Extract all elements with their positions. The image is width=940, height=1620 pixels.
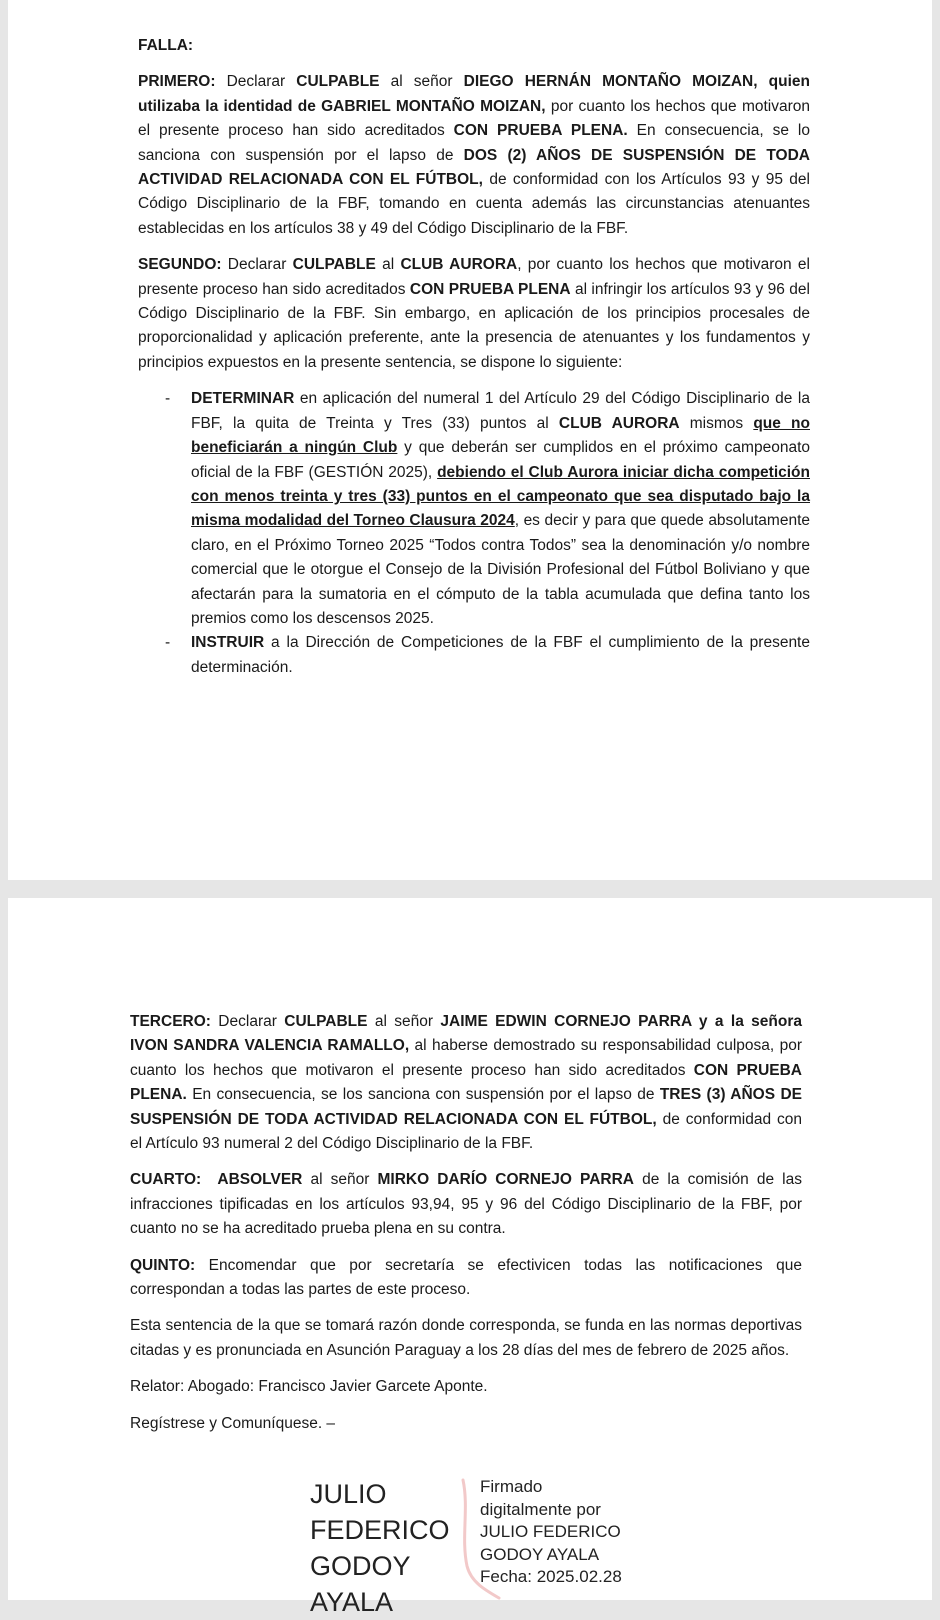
list-item-instruir: - INSTRUIR a la Dirección de Competiciones de la FBF el cumplimiento de la presente determinación.: [165, 634, 810, 676]
page-2-text: [130, 1010, 802, 1448]
signature-name: [310, 1476, 450, 1620]
signature-name-line: AYALA: [310, 1587, 394, 1617]
digital-signature-info: [480, 1476, 622, 1589]
signature-info-line: digitalmente por: [480, 1499, 601, 1519]
falla-heading: FALLA:: [138, 37, 194, 54]
primero-paragraph: PRIMERO: Declarar CULPABLE al señor DIEGO HERNÁN MONTAÑO MOIZAN, quien utilizaba la identidad de GABRIEL MONTAÑO MOIZAN, por cuanto los hechos que motivaron el presente proceso han sido acreditados CON PRUEBA PLENA. En consecuencia, se lo sanciona con suspensión por el lapso de DOS (2) AÑOS DE SUSPENSIÓN DE TODA ACTIVIDAD RELACIONADA CON EL FÚTBOL, de conformidad con los Artículos 93 y 95 del Código Disciplinario de la FBF, tomando en cuenta además las circunstancias atenuantes establecidas en los artículos 38 y 49 del Código Disciplinario de la FBF.: [138, 73, 810, 237]
tercero-paragraph: TERCERO: Declarar CULPABLE al señor JAIME EDWIN CORNEJO PARRA y a la señora IVON SANDRA VALENCIA RAMALLO, al haberse demostrado su responsabilidad culposa, por cuanto los hechos que motivaron el presente proceso han sido acreditados CON PRUEBA PLENA. En consecuencia, se los sanciona con suspensión por el lapso de TRES (3) AÑOS DE SUSPENSIÓN DE TODA ACTIVIDAD RELACIONADA CON EL FÚTBOL, de conformidad con el Artículo 93 numeral 2 del Código Disciplinario de la FBF.: [130, 1013, 803, 1153]
page-1-text: [138, 34, 810, 680]
list-item-determinar: - DETERMINAR en aplicación del numeral 1 del Artículo 29 del Código Disciplinario de la FBF, la quita de Treinta y Tres (33) puntos al CLUB AURORA mismos que no beneficiarán a ningún Club y que deberán ser cumplidos en el próximo campeonato oficial de la FBF (GESTIÓN 2025), debiendo el Club Aurora iniciar dicha competición con menos treinta y tres (33) puntos en el campeonato que sea disputado bajo la misma modalidad del Torneo Clausura 2024, es decir y para que quede absolutamente claro, en el Próximo Torneo 2025 “Todos contra Todos” sea la denominación y/o nombre comercial que le otorgue el Consejo de la División Profesional del Fútbol Boliviano y que afectarán para la sumatoria en el cómputo de la tabla acumulada que defina tanto los premios como los descensos 2025.: [165, 390, 810, 627]
document-page-1: [8, 0, 932, 880]
signature-name-line: GODOY: [310, 1551, 411, 1581]
segundo-paragraph: SEGUNDO: Declarar CULPABLE al CLUB AURORA, por cuanto los hechos que motivaron el presente proceso han sido acreditados CON PRUEBA PLENA al infringir los artículos 93 y 96 del Código Disciplinario de la FBF. Sin embargo, en aplicación de los principios procesales de proporcionalidad y aplicación preferente, ante la presencia de atenuantes y los fundamentos y principios expuestos en la presente sentencia, se dispone lo siguiente:: [138, 256, 810, 371]
signature-info-line: JULIO FEDERICO: [480, 1522, 621, 1541]
signature-info-line: GODOY AYALA: [480, 1544, 600, 1564]
signature-date: Fecha: 2025.02.28: [480, 1567, 622, 1586]
signature-info-line: Firmado: [480, 1477, 543, 1496]
disposition-list: [138, 387, 810, 680]
registrese-line: Regístrese y Comuníquese. –: [130, 1414, 336, 1432]
quinto-paragraph: QUINTO: Encomendar que por secretaría se efectivicen todas las notificaciones que correspondan a todas las partes de este proceso.: [130, 1256, 802, 1299]
closing-paragraph: Esta sentencia de la que se tomará razón donde corresponda, se funda en las normas deportivas citadas y es pronunciada en Asunción Paraguay a los 28 días del mes de febrero de 2025 años.: [130, 1317, 802, 1359]
signature-name-line: FEDERICO: [310, 1515, 450, 1545]
cuarto-paragraph: CUARTO: ABSOLVER al señor MIRKO DARÍO CORNEJO PARRA de la comisión de las infracciones tipificadas en los artículos 93,94, 95 y 96 del Código Disciplinario de la FBF, por cuanto no se ha acreditado prueba plena en su contra.: [130, 1171, 802, 1238]
relator-line: Relator: Abogado: Francisco Javier Garcete Aponte.: [130, 1378, 488, 1396]
signature-name-line: JULIO: [310, 1479, 387, 1509]
